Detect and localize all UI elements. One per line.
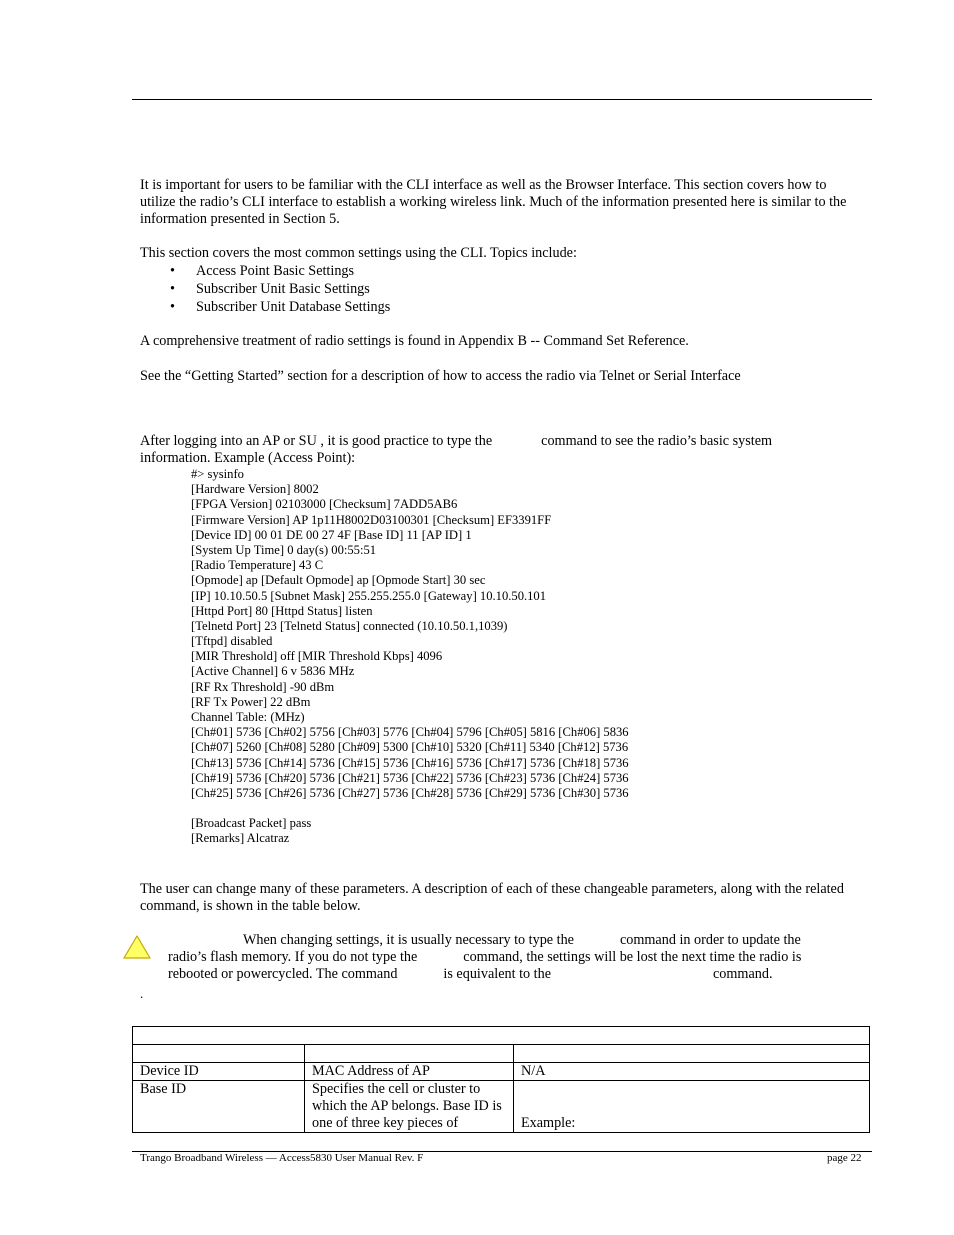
code-line: [FPGA Version] 02103000 [Checksum] 7ADD5AB6 (191, 497, 458, 512)
code-line: [Hardware Version] 8002 (191, 482, 319, 497)
getting-started-reference: See the “Getting Started” section for a description of how to access the radio via Telnet or Serial Interface (140, 368, 741, 384)
note-line2: radio’s flash memory. If you do not type the command, the settings will be lost the next time the radio is (168, 949, 802, 965)
table-title-row (133, 1027, 870, 1045)
table-cell: N/A (514, 1063, 870, 1081)
table-row (133, 1063, 870, 1081)
table-header-row (133, 1045, 870, 1063)
parameters-table (132, 1026, 870, 1133)
note-line1: When changing settings, it is usually necessary to type the command in order to update the (243, 932, 801, 948)
list-item: • Access Point Basic Settings (170, 263, 355, 279)
code-line: [Telnetd Port] 23 [Telnetd Status] connected (10.10.50.1,1039) (191, 618, 508, 633)
code-line: [IP] 10.10.50.5 [Subnet Mask] 255.255.255.0 [Gateway] 10.10.50.101 (191, 588, 547, 603)
table-cell: Specifies the cell or cluster to which the AP belongs. Base ID is one of three key pieces of (305, 1081, 514, 1133)
sysinfo-output (191, 467, 629, 847)
code-line: [System Up Time] 0 day(s) 00:55:51 (191, 542, 377, 557)
code-line: [RF Tx Power] 22 dBm (191, 694, 311, 709)
code-line: #> sysinfo (191, 467, 244, 481)
code-line: [Active Channel] 6 v 5836 MHz (191, 664, 355, 679)
code-line: [Ch#07] 5260 [Ch#08] 5280 [Ch#09] 5300 [Ch#10] 5320 [Ch#11] 5340 [Ch#12] 5736 (191, 740, 629, 755)
sysinfo-intro-line1: After logging into an AP or SU , it is good practice to type the command to see the radio’s basic system (140, 433, 773, 449)
table-cell: Base ID (133, 1081, 305, 1133)
list-item: • Subscriber Unit Database Settings (170, 299, 391, 315)
code-line: [Ch#19] 5736 [Ch#20] 5736 [Ch#21] 5736 [Ch#22] 5736 [Ch#23] 5736 [Ch#24] 5736 (191, 770, 629, 785)
code-line: [Broadcast Packet] pass (191, 816, 312, 831)
table-cell: Device ID (133, 1063, 305, 1081)
header-rule (132, 99, 872, 100)
bullet-icon: • (170, 281, 175, 297)
code-line: [Ch#01] 5736 [Ch#02] 5756 [Ch#03] 5776 [Ch#04] 5796 [Ch#05] 5816 [Ch#06] 5836 (191, 725, 629, 740)
bullet-icon: • (170, 299, 175, 315)
bullet-icon: • (170, 263, 175, 279)
code-line: [Opmode] ap [Default Opmode] ap [Opmode Start] 30 sec (191, 573, 486, 588)
stray-period: . (140, 986, 144, 1001)
code-line: [Ch#13] 5736 [Ch#14] 5736 [Ch#15] 5736 [Ch#16] 5736 [Ch#17] 5736 [Ch#18] 5736 (191, 755, 629, 770)
code-line: [Firmware Version] AP 1p11H8002D03100301 [Checksum] EF3391FF (191, 512, 552, 527)
topics-list (140, 262, 390, 316)
page-number: page 22 (827, 1152, 862, 1164)
table-cell: MAC Address of AP (305, 1063, 514, 1081)
code-line: [Ch#25] 5736 [Ch#26] 5736 [Ch#27] 5736 [Ch#28] 5736 [Ch#29] 5736 [Ch#30] 5736 (191, 785, 629, 800)
code-line: [MIR Threshold] off [MIR Threshold Kbps] 4096 (191, 649, 443, 664)
list-item: • Subscriber Unit Basic Settings (170, 281, 370, 297)
code-line: [RF Rx Threshold] -90 dBm (191, 679, 335, 694)
code-line: [Httpd Port] 80 [Httpd Status] listen (191, 603, 373, 618)
table-cell: Example: (514, 1081, 870, 1133)
code-line: Channel Table: (MHz) (191, 710, 305, 724)
warning-icon (123, 935, 151, 959)
appendix-reference: A comprehensive treatment of radio settings is found in Appendix B -- Command Set Reference. (140, 333, 689, 349)
footer-title: Trango Broadband Wireless — Access5830 User Manual Rev. F (140, 1152, 424, 1164)
topics-intro: This section covers the most common settings using the CLI. Topics include: (140, 245, 577, 261)
code-line: [Tftpd] disabled (191, 634, 273, 649)
code-line: [Radio Temperature] 43 C (191, 558, 324, 573)
code-line: [Remarks] Alcatraz (191, 831, 290, 846)
note-line3: rebooted or powercycled. The command is equivalent to the command. (168, 966, 773, 982)
code-line: [Device ID] 00 01 DE 00 27 4F [Base ID] 11 [AP ID] 1 (191, 527, 472, 542)
sysinfo-intro-line2: information. Example (Access Point): (140, 450, 356, 466)
parameters-intro: The user can change many of these parameters. A description of each of these changeable parameters, along with the related command, is shown in the table below. (140, 881, 844, 914)
code-line (191, 801, 629, 816)
intro-paragraph: It is important for users to be familiar with the CLI interface as well as the Browser Interface. This section covers how to utilize the radio’s CLI interface to establish a working wireless link. Much of the information presented here is similar to the information presented in Section 5. (140, 177, 847, 227)
table-row (133, 1081, 870, 1133)
